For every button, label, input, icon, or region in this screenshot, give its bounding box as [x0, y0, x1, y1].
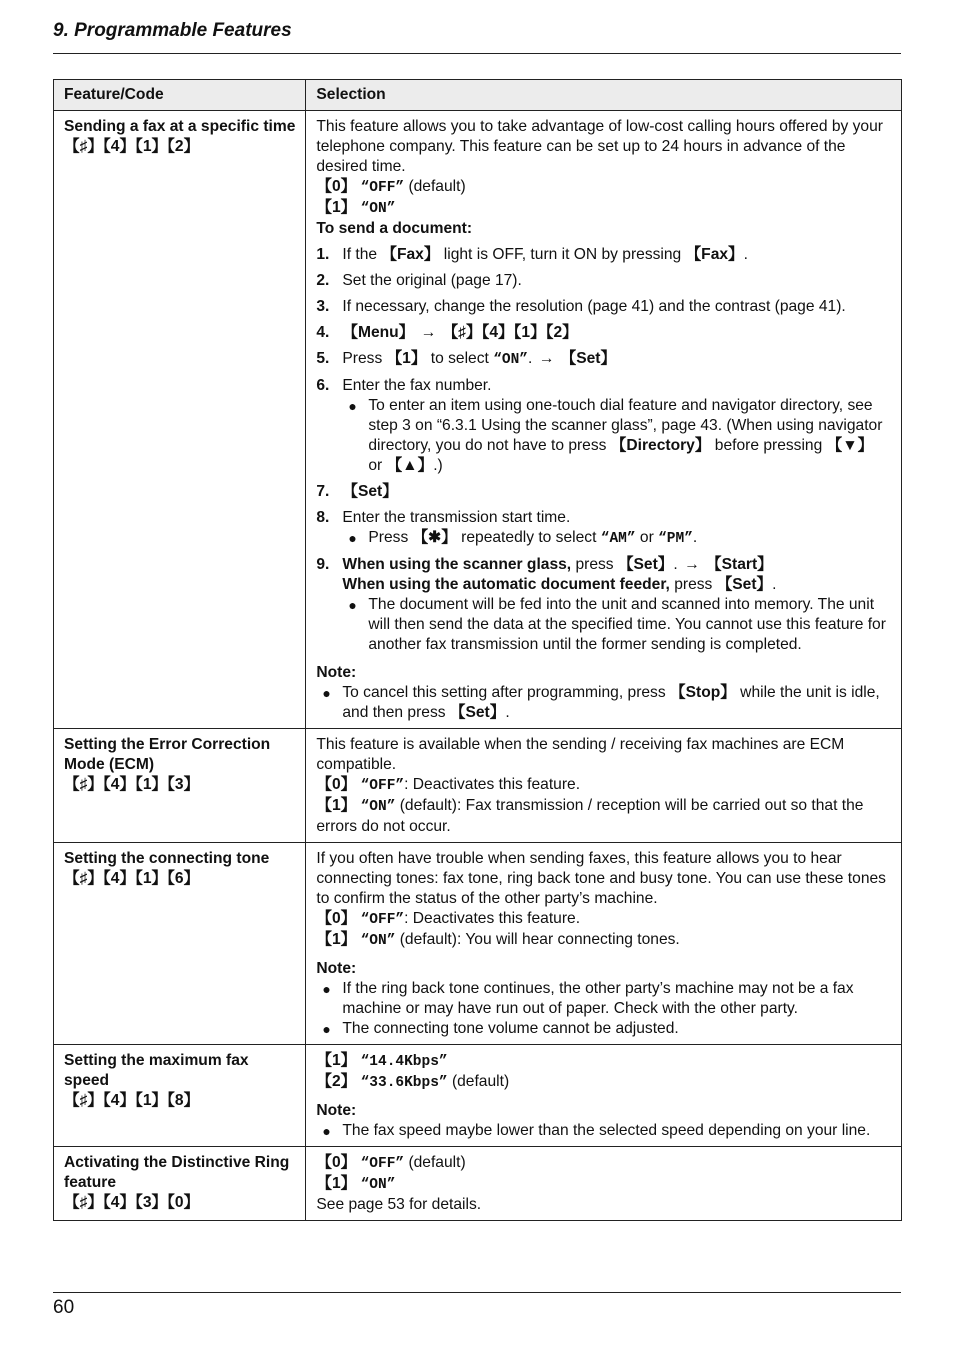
step-item: 1. If the 【Fax】 light is OFF, turn it ON by pressing 【Fax】.: [316, 246, 748, 263]
section-title: 9. Programmable Features: [53, 20, 292, 41]
selection-cell: [306, 1045, 902, 1147]
column-header-selection: Selection: [306, 80, 902, 111]
note-label: Note:: [316, 1102, 357, 1119]
option-line: 【1】 “ON” (default): Fax transmission / reception will be carried out so that the errors do not occur.: [316, 797, 864, 835]
feature-code: 【♯】【4】【1】【3】: [64, 776, 200, 793]
feature-cell: [54, 843, 306, 1045]
option-line: 【2】 “33.6Kbps” (default): [316, 1073, 510, 1091]
table-row: [54, 729, 902, 843]
header-divider: [53, 53, 901, 54]
option-line: 【0】 “OFF” (default): [316, 1154, 466, 1172]
step-item: 6. Enter the fax number. ● To enter an item using one-touch dial feature and navigator directory, see step 3 on “6.3.1 Using the scanner glass”, page 43. (When using navigator directory, you do not have to press 【Directory】 before pressing 【▼】 or 【▲】.): [316, 376, 891, 476]
cross-reference: See page 53 for details.: [316, 1196, 482, 1213]
bullet-item: ● The document will be fed into the unit and scanned into memory. The unit will then send the data at the specified time. You cannot use this feature for another fax transmission until the former sending is completed.: [348, 596, 886, 653]
option-line: 【1】 “14.4Kbps”: [316, 1052, 448, 1070]
bullet-item: ● If the ring back tone continues, the other party’s machine may not be a fax machine or may have run out of paper. Check with the other party.: [322, 980, 854, 1017]
feature-code: 【♯】【4】【1】【8】: [64, 1092, 200, 1109]
table-row: [54, 111, 902, 729]
selection-cell: [306, 1147, 902, 1221]
step-bullets: [342, 528, 891, 549]
feature-code: 【♯】【4】【1】【2】: [64, 138, 200, 155]
step-item: 8. Enter the transmission start time. ● Press 【✱】 repeatedly to select “AM” or “PM”.: [316, 508, 891, 549]
feature-description: If you often have trouble when sending faxes, this feature allows you to hear connecting tones: fax tone, ring back tone and busy tone. You can use these tones to confirm the status of the other party’s machine.: [316, 850, 886, 907]
feature-table: [53, 79, 902, 1221]
arrow-right-icon: →: [684, 556, 700, 573]
footer-divider: [53, 1292, 901, 1293]
arrow-right-icon: →: [420, 324, 437, 341]
feature-cell: [54, 1147, 306, 1221]
bullet-item: ● To cancel this setting after programming, press 【Stop】 while the unit is idle, and then press 【Set】.: [322, 684, 880, 721]
step-item: 3. If necessary, change the resolution (page 41) and the contrast (page 41).: [316, 298, 846, 315]
bullet-icon: ●: [322, 981, 331, 997]
step-bullets: [342, 595, 891, 655]
feature-cell: [54, 111, 306, 729]
table-header-row: [54, 80, 902, 111]
note-bullets: [316, 1121, 891, 1141]
feature-name: Setting the maximum fax speed: [64, 1052, 249, 1089]
step-item: 9. When using the scanner glass, press 【Set】. → 【Start】 When using the automatic document feeder, press 【Set】. ● The document will be fed into the unit and scanned into memory. The unit will then send the data at the specified time. You cannot use this feature for another fax transmission until the former sending is completed.: [316, 555, 891, 655]
note-bullets: [316, 683, 891, 723]
feature-name: Activating the Distinctive Ring feature: [64, 1154, 290, 1191]
step-item: 5. Press 【1】 to select “ON”. → 【Set】: [316, 350, 617, 368]
bullet-icon: ●: [322, 1021, 331, 1037]
feature-code: 【♯】【4】【1】【6】: [64, 870, 200, 887]
option-line: 【1】 “ON” (default): You will hear connecting tones.: [316, 931, 680, 949]
bullet-icon: ●: [348, 530, 357, 546]
step-item: 2. Set the original (page 17).: [316, 272, 522, 289]
feature-description: This feature allows you to take advantage of low-cost calling hours offered by your telephone company. This feature can be set up to 24 hours in advance of the desired time.: [316, 118, 883, 175]
table-row: [54, 843, 902, 1045]
table-row: [54, 1147, 902, 1221]
procedure-heading: To send a document:: [316, 220, 473, 237]
option-line: 【0】 “OFF”: Deactivates this feature.: [316, 910, 581, 928]
column-header-feature: Feature/Code: [54, 80, 306, 111]
feature-description: This feature is available when the sending / receiving fax machines are ECM compatible.: [316, 736, 845, 773]
feature-name: Setting the Error Correction Mode (ECM): [64, 736, 271, 773]
option-line: 【0】 “OFF” (default): [316, 178, 466, 196]
option-line: 【1】 “ON”: [316, 1175, 396, 1193]
selection-cell: [306, 843, 902, 1045]
feature-name: Sending a fax at a specific time: [64, 118, 296, 135]
bullet-icon: ●: [348, 398, 357, 414]
bullet-icon: ●: [322, 1123, 331, 1139]
bullet-icon: ●: [322, 685, 331, 701]
step-item: 4. 【Menu】 → 【♯】【4】【1】【2】: [316, 324, 578, 341]
bullet-icon: ●: [348, 597, 357, 613]
bullet-item: ● Press 【✱】 repeatedly to select “AM” or “PM”.: [348, 529, 698, 547]
step-bullets: [342, 396, 891, 476]
note-label: Note:: [316, 960, 357, 977]
option-line: 【0】 “OFF”: Deactivates this feature.: [316, 776, 581, 794]
step-item: 7. 【Set】: [316, 483, 398, 500]
note-label: Note:: [316, 664, 357, 681]
feature-code: 【♯】【4】【3】【0】: [64, 1194, 200, 1211]
page-number: 60: [53, 1297, 75, 1318]
note-bullets: [316, 979, 891, 1039]
table-row: [54, 1045, 902, 1147]
procedure-steps: [316, 245, 891, 655]
feature-cell: [54, 729, 306, 843]
bullet-item: ● The fax speed maybe lower than the selected speed depending on your line.: [322, 1122, 871, 1139]
arrow-right-icon: →: [538, 350, 555, 367]
selection-cell: [306, 729, 902, 843]
feature-name: Setting the connecting tone: [64, 850, 270, 867]
bullet-item: ● The connecting tone volume cannot be adjusted.: [322, 1020, 679, 1037]
option-line: 【1】 “ON”: [316, 199, 396, 217]
selection-cell: [306, 111, 902, 729]
feature-cell: [54, 1045, 306, 1147]
bullet-item: ● To enter an item using one-touch dial feature and navigator directory, see step 3 on “6.3.1 Using the scanner glass”, page 43. (When using navigator directory, you do not have to press 【Directory】 before pressing 【▼】 or 【▲】.): [348, 397, 883, 474]
